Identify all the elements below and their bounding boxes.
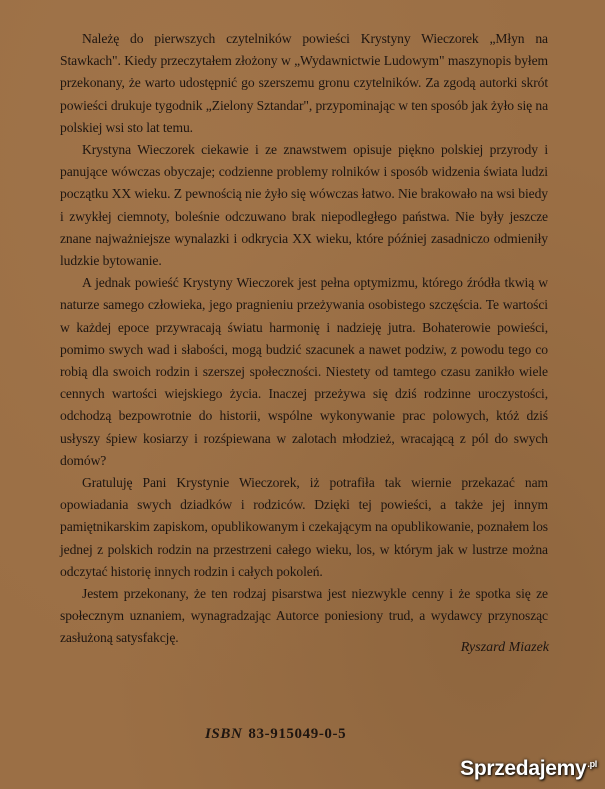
isbn-number: 83-915049-0-5 — [248, 726, 347, 742]
paragraph-5: Jestem przekonany, że ten rodzaj pisarstwa jest niezwykle cenny i że spotka się ze społecznym uznaniem, wynagradzając Autorce poniesiony trud, a wydawcy przynosząc zasłużoną satysfakcję. — [60, 586, 548, 646]
watermark-suffix: .pl — [587, 759, 597, 769]
watermark-text: Sprzedajemy — [460, 757, 587, 780]
site-watermark — [460, 757, 597, 781]
paragraph-3: A jednak powieść Krystyny Wieczorek jest pełna optymizmu, którego źródła tkwią w naturze samego człowieka, jego pragnieniu przeżywania osobistego szczęścia. Te wartości w każdej epoce przywracają światu harmonię i nadzieję jutra. Bohaterowie powieści, pomimo swych wad i słabości, mogą budzić szacunek a nawet podziw, z powodu tego co robią dla swoich rodzin i szerszej społeczności. Niestety od tamtego czasu zanikło wiele cennych wartości wiejskiego życia. Inaczej przeżywa się dziś rodzinne uroczystości, odchodzą bezpowrotnie do historii, wspólne wykonywanie prac polowych, któż dziś usłyszy śpiew kosiarzy i rozśpiewana w zalotach młodzież, wracającą z pól do swych domów? — [60, 275, 548, 468]
foreword-text — [60, 28, 548, 650]
paragraph-2: Krystyna Wieczorek ciekawie i ze znawstwem opisuje piękno polskiej przyrody i panujące wówczas obyczaje; codzienne problemy rolników i sposób widzenia świata ludzi początku XX wieku. Z pewnością nie żyło się wówczas łatwo. Nie brakowało na wsi biedy i zwykłej ciemnoty, boleśnie odczuwano brak niepodległego państwa. Nie były jeszcze znane najważniejsze wynalazki i odkrycia XX wieku, które później zasadniczo odmieniły ludzkie bytowanie. — [60, 142, 548, 269]
isbn-label: ISBN — [205, 726, 243, 742]
author-signature: Ryszard Miazek — [460, 640, 549, 655]
isbn-line — [205, 726, 346, 743]
paragraph-1: Należę do pierwszych czytelników powieści Krystyny Wieczorek „Młyn na Stawkach". Kiedy przeczytałem złożony w „Wydawnictwie Ludowym" maszynopis byłem przekonany, że warto udostępnić go szerszemu gronu czytelników. Za zgodą autorki skrót powieści drukuje tygodnik „Zielony Sztandar", przypominając w ten sposób jak żyło się na polskiej wsi sto lat temu. — [60, 31, 548, 135]
paragraph-4: Gratuluję Pani Krystynie Wieczorek, iż potrafiła tak wiernie przekazać nam opowiadania swych dziadków i rodziców. Dzięki tej powieści, a także jej innym pamiętnikarskim zapiskom, opublikowanym i czekającym na opublikowanie, poznałem los jednej z polskich rodzin na przestrzeni całego wieku, los, w którym jak w lustrze można odczytać historię innych rodzin i całych pokoleń. — [60, 475, 548, 579]
